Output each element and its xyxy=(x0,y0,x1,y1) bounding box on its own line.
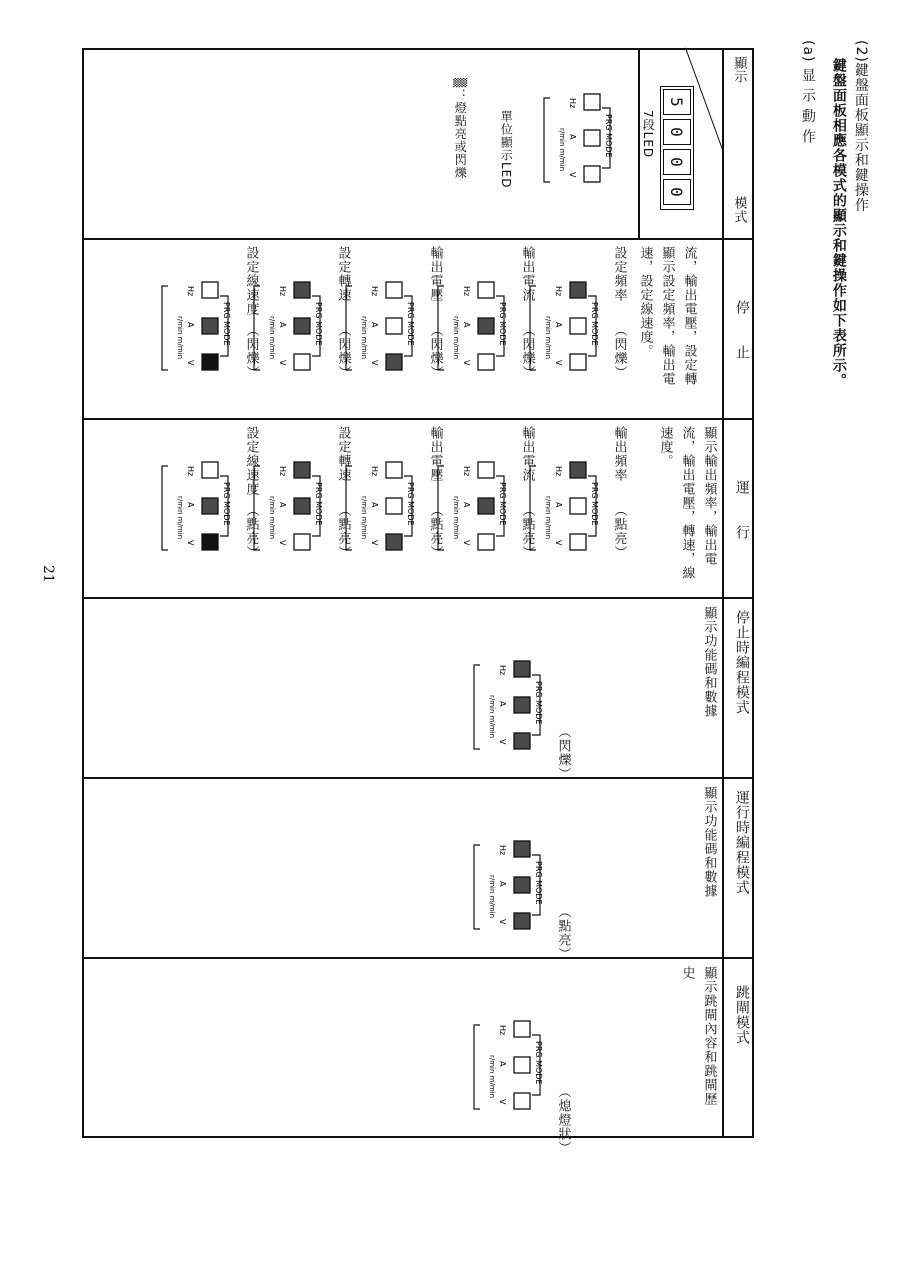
lamp-a xyxy=(514,697,530,713)
lamp-v xyxy=(478,354,494,370)
prg-mode-label: PRG MODE xyxy=(314,482,323,526)
prg-mode-label: PRG MODE xyxy=(534,861,543,905)
lamp-v xyxy=(294,534,310,550)
a-label: A xyxy=(462,502,471,508)
lamp-v xyxy=(584,166,600,182)
indicator-lamps xyxy=(250,456,330,560)
units-label: r/min m/min xyxy=(360,316,368,360)
units-label: r/min m/min xyxy=(452,496,460,540)
led-caption: 7段LED xyxy=(641,110,656,159)
v-label: V xyxy=(554,360,563,366)
header-run: 運 行 xyxy=(733,480,750,540)
hz-label: Hz xyxy=(498,845,507,856)
lamp-hz xyxy=(514,661,530,677)
lamp-a xyxy=(294,498,310,514)
prg-mode-label: PRG MODE xyxy=(534,1041,543,1085)
lamp-a xyxy=(202,318,218,334)
item-indicator xyxy=(250,456,330,564)
legend-caption: ▒：燈點亮或閃爍 xyxy=(453,78,468,180)
lamp-hz xyxy=(514,841,530,857)
prg-mode-label: PRG MODE xyxy=(604,114,613,158)
units-label: r/min m/min xyxy=(558,128,566,172)
item-indicator xyxy=(434,456,514,564)
v-label: V xyxy=(278,360,287,366)
row-divider-2 xyxy=(82,418,754,420)
v-label: V xyxy=(462,540,471,546)
units-label: r/min m/min xyxy=(544,496,552,540)
lamp-v xyxy=(202,534,218,550)
led-digit xyxy=(663,119,691,145)
lamp-a xyxy=(514,1057,530,1073)
indicator-lamps xyxy=(470,1015,550,1119)
item-indicator xyxy=(470,835,550,943)
lamp-hz xyxy=(478,462,494,478)
v-label: V xyxy=(370,540,379,546)
header-divider xyxy=(722,48,724,1138)
v-label: V xyxy=(498,1099,507,1105)
prg-mode-label: PRG MODE xyxy=(498,302,507,346)
indicator-lamps xyxy=(470,835,550,939)
corner-mode-label: 模式 xyxy=(731,196,747,224)
lamp-a xyxy=(478,318,494,334)
desc-trip-1: 顯示跳閘內容和跳閘歷 xyxy=(701,966,717,1106)
item-indicator xyxy=(526,456,606,564)
lamp-a xyxy=(294,318,310,334)
hz-label: Hz xyxy=(498,1025,507,1036)
prg-mode-label: PRG MODE xyxy=(498,482,507,526)
a-label: A xyxy=(498,881,507,887)
hz-label: Hz xyxy=(370,466,379,477)
item-label: 設定轉速 （閃爍） xyxy=(335,246,351,380)
led-digit-char: 0 xyxy=(667,187,687,197)
row-divider-4 xyxy=(82,777,754,779)
a-label: A xyxy=(554,502,563,508)
lamp-a xyxy=(514,877,530,893)
lamp-a xyxy=(386,498,402,514)
hz-label: Hz xyxy=(370,286,379,297)
lamp-hz xyxy=(294,282,310,298)
item-label: 設定頻率 （閃爍） xyxy=(611,246,627,380)
v-label: V xyxy=(186,360,195,366)
hz-label: Hz xyxy=(568,98,577,109)
item-indicator xyxy=(158,456,238,564)
item-label: 輸出電壓 （閃爍） xyxy=(427,246,443,380)
indicator-lamps xyxy=(526,276,606,380)
prg-mode-label: PRG MODE xyxy=(406,482,415,526)
item-label: 設定轉速 （點亮） xyxy=(335,426,351,560)
desc-stop-3: 速，設定線速度。 xyxy=(637,246,653,358)
header-run-program: 運行時編程模式 xyxy=(733,790,750,895)
prg-mode-label: PRG MODE xyxy=(590,482,599,526)
heading-1: (2)鍵盤面板顯示和鍵操作 xyxy=(852,40,869,213)
a-label: A xyxy=(554,322,563,328)
a-label: A xyxy=(370,502,379,508)
lamp-v xyxy=(514,913,530,929)
seven-segment-led xyxy=(660,86,694,210)
units-label: r/min m/min xyxy=(268,496,276,540)
row-divider-3 xyxy=(82,597,754,599)
lamp-hz xyxy=(294,462,310,478)
hz-label: Hz xyxy=(554,466,563,477)
lamp-hz xyxy=(202,282,218,298)
a-label: A xyxy=(370,322,379,328)
indicator-lamps xyxy=(342,456,422,560)
units-label: r/min m/min xyxy=(176,316,184,360)
units-label: r/min m/min xyxy=(488,1055,496,1099)
desc-run-2: 流，輸出電壓，轉速，線 xyxy=(679,426,695,580)
indicator-lamps xyxy=(250,276,330,380)
heading-2: 鍵盤面板相應各模式的顯示和鍵操作如下表所示。 xyxy=(830,58,847,388)
item-indicator xyxy=(342,276,422,384)
mode-table xyxy=(82,48,754,1138)
unit-caption: 單位顯示LED xyxy=(499,110,514,189)
indicator-lamps xyxy=(540,88,620,192)
lamp-hz xyxy=(514,1021,530,1037)
a-label: A xyxy=(462,322,471,328)
lamp-v xyxy=(478,534,494,550)
row-divider-5 xyxy=(82,957,754,959)
item-label: 設定線速度 （閃爍） xyxy=(243,246,259,380)
v-label: V xyxy=(186,540,195,546)
desc-run-program: 顯示功能碼和數據 xyxy=(701,786,717,898)
item-indicator xyxy=(470,1015,550,1123)
v-label: V xyxy=(568,172,577,178)
item-indicator xyxy=(158,276,238,384)
led-digit-char: 5 xyxy=(667,97,687,107)
units-label: r/min m/min xyxy=(452,316,460,360)
units-label: r/min m/min xyxy=(488,875,496,919)
a-label: A xyxy=(278,322,287,328)
prg-mode-label: PRG MODE xyxy=(222,482,231,526)
lamp-a xyxy=(478,498,494,514)
item-indicator xyxy=(342,456,422,564)
lamp-v xyxy=(294,354,310,370)
lamp-v xyxy=(570,354,586,370)
units-label: r/min m/min xyxy=(544,316,552,360)
unit-indicator-group xyxy=(540,88,620,198)
desc-stop-program: 顯示功能碼和數據 xyxy=(701,606,717,718)
hz-label: Hz xyxy=(186,466,195,477)
indicator-lamps xyxy=(470,655,550,759)
v-label: V xyxy=(278,540,287,546)
header-stop-program: 停止時編程模式 xyxy=(733,610,750,715)
item-indicator xyxy=(526,276,606,384)
item-label: 輸出電流 （閃爍） xyxy=(519,246,535,380)
header-stop: 停 止 xyxy=(733,300,750,360)
indicator-lamps xyxy=(434,276,514,380)
lamp-hz xyxy=(570,462,586,478)
v-label: V xyxy=(462,360,471,366)
a-label: A xyxy=(186,322,195,328)
lamp-hz xyxy=(570,282,586,298)
a-label: A xyxy=(278,502,287,508)
section-a: (a) 显 示 動 作 xyxy=(799,40,816,145)
lamp-a xyxy=(386,318,402,334)
indicator-lamps xyxy=(526,456,606,560)
indicator-lamps xyxy=(158,276,238,380)
lamp-v xyxy=(514,733,530,749)
item-label: 設定線速度 （點亮） xyxy=(243,426,259,560)
lamp-v xyxy=(514,1093,530,1109)
units-label: r/min m/min xyxy=(176,496,184,540)
lamp-a xyxy=(570,318,586,334)
indicator-lamps xyxy=(158,456,238,560)
led-digit xyxy=(663,179,691,205)
units-label: r/min m/min xyxy=(488,695,496,739)
v-label: V xyxy=(554,540,563,546)
led-digit xyxy=(663,89,691,115)
lamp-hz xyxy=(202,462,218,478)
lamp-hz xyxy=(584,94,600,110)
lamp-a xyxy=(584,130,600,146)
hz-label: Hz xyxy=(278,286,287,297)
desc-trip-2: 史 xyxy=(679,966,695,980)
lamp-v xyxy=(386,534,402,550)
units-label: r/min m/min xyxy=(360,496,368,540)
item-label: 輸出電壓 （點亮） xyxy=(427,426,443,560)
indicator-lamps xyxy=(342,276,422,380)
prg-mode-label: PRG MODE xyxy=(590,302,599,346)
desc-run-3: 速度。 xyxy=(657,426,673,468)
lamp-hz xyxy=(386,462,402,478)
v-label: V xyxy=(498,739,507,745)
led-digit-char: 0 xyxy=(667,157,687,167)
lamp-hz xyxy=(478,282,494,298)
lamp-a xyxy=(202,498,218,514)
lamp-v xyxy=(202,354,218,370)
item-label: （閃爍） xyxy=(555,725,571,781)
item-indicator xyxy=(434,276,514,384)
a-label: A xyxy=(186,502,195,508)
prg-mode-label: PRG MODE xyxy=(534,681,543,725)
item-label: 輸出電流 （點亮） xyxy=(519,426,535,560)
lamp-hz xyxy=(386,282,402,298)
row-divider-1 xyxy=(82,238,754,240)
item-indicator xyxy=(470,655,550,763)
v-label: V xyxy=(498,919,507,925)
lamp-v xyxy=(570,534,586,550)
a-label: A xyxy=(498,1061,507,1067)
item-label: （點亮） xyxy=(555,905,571,961)
hz-label: Hz xyxy=(186,286,195,297)
desc-stop-1: 顯示設定頻率，輸出電 xyxy=(659,246,675,386)
hz-label: Hz xyxy=(554,286,563,297)
corner-display-label: 顯示 xyxy=(731,56,747,84)
desc-run-1: 顯示輸出頻率，輸出電 xyxy=(701,426,717,566)
indicator-lamps xyxy=(434,456,514,560)
hz-label: Hz xyxy=(462,466,471,477)
units-label: r/min m/min xyxy=(268,316,276,360)
a-label: A xyxy=(568,134,577,140)
page-number: 21 xyxy=(40,565,56,583)
led-digit-char: 0 xyxy=(667,127,687,137)
hz-label: Hz xyxy=(462,286,471,297)
v-label: V xyxy=(370,360,379,366)
prg-mode-label: PRG MODE xyxy=(406,302,415,346)
hz-label: Hz xyxy=(278,466,287,477)
a-label: A xyxy=(498,701,507,707)
lamp-v xyxy=(386,354,402,370)
prg-mode-label: PRG MODE xyxy=(314,302,323,346)
led-digit xyxy=(663,149,691,175)
hz-label: Hz xyxy=(498,665,507,676)
lamp-a xyxy=(570,498,586,514)
header-trip: 跳閘模式 xyxy=(733,985,750,1045)
item-label: （熄燈狀） xyxy=(555,1085,571,1155)
item-label: 輸出頻率 （點亮） xyxy=(611,426,627,560)
item-indicator xyxy=(250,276,330,384)
desc-stop-2: 流，輸出電壓，設定轉 xyxy=(681,246,697,386)
prg-mode-label: PRG MODE xyxy=(222,302,231,346)
